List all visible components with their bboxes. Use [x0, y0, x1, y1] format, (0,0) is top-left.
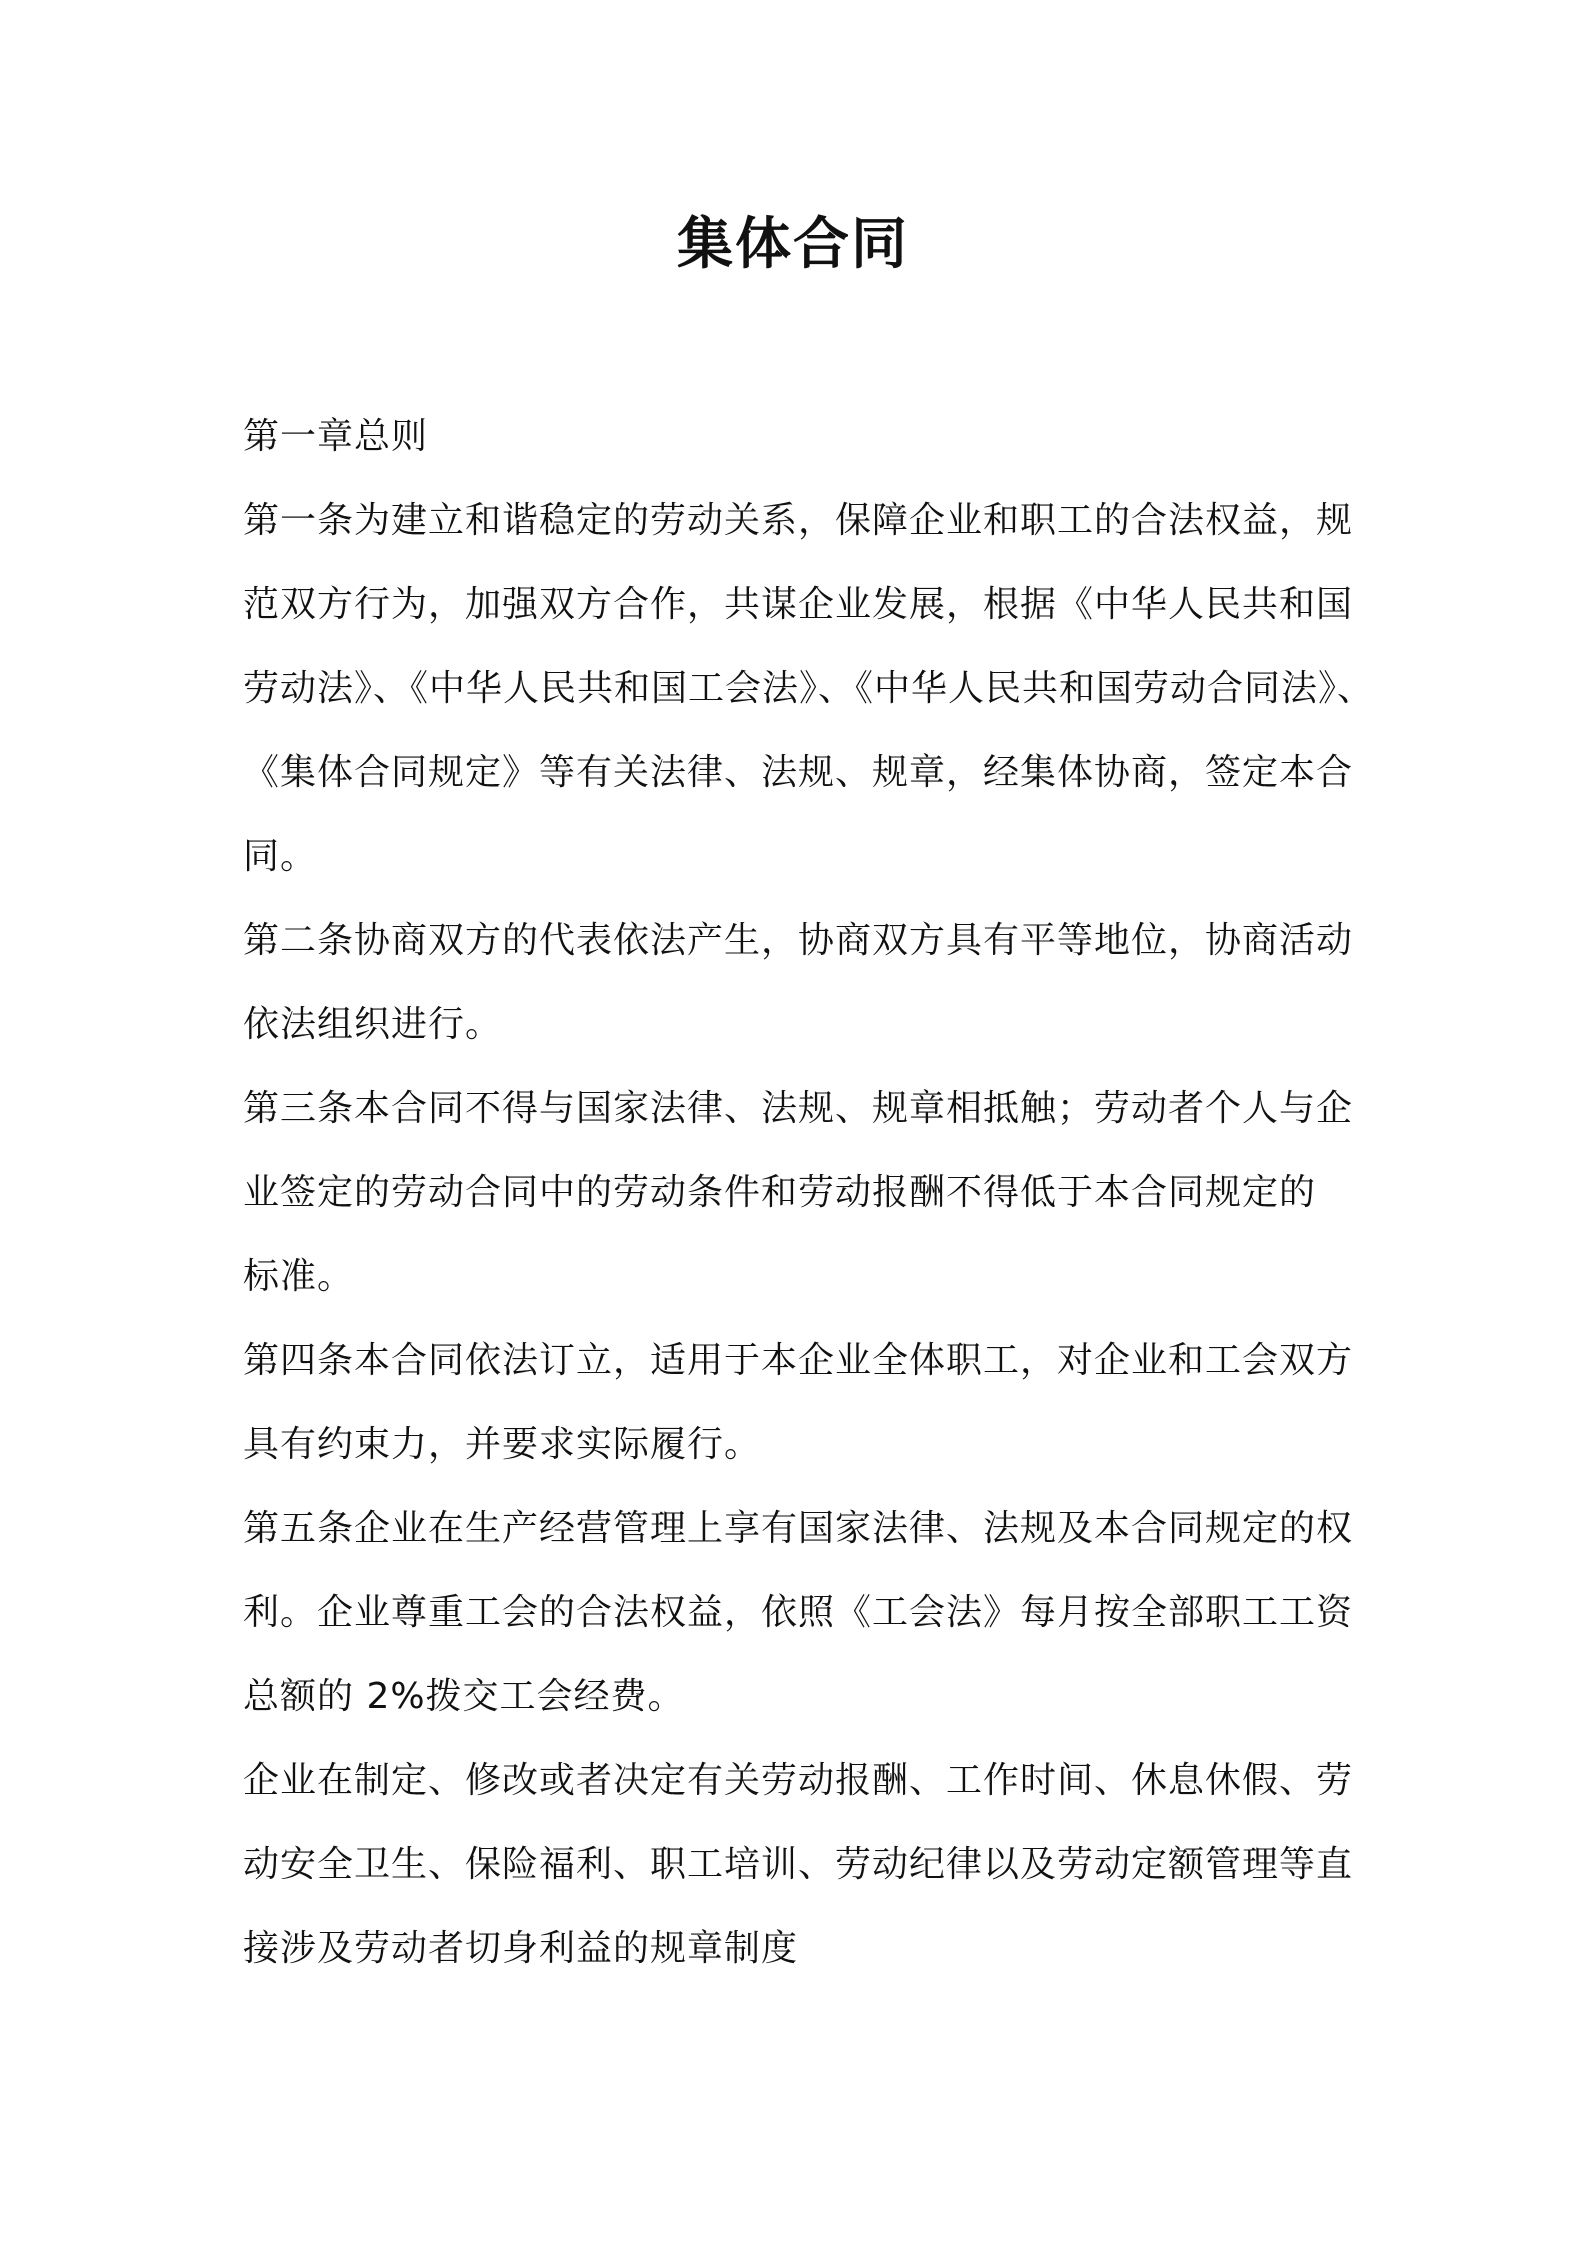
text-line: 总额的 2%拨交工会经费。 [243, 1676, 685, 1717]
article-4 [243, 1319, 1353, 1487]
text-line: 第三条本合同不得与国家法律、法规、规章相抵触；劳动者个人与企 [243, 1088, 1354, 1129]
text-line: 接涉及劳动者切身利益的规章制度 [243, 1928, 799, 1969]
text-line: 第二条协商双方的代表依法产生，协商双方具有平等地位，协商活动 [243, 920, 1354, 961]
text-line: 《集体合同规定》等有关法律、法规、规章，经集体协商，签定本合 [243, 752, 1354, 793]
text-line: 依法组织进行。 [243, 1004, 503, 1045]
text-line: 第五条企业在生产经营管理上享有国家法律、法规及本合同规定的权 [243, 1508, 1354, 1549]
text-line: 动安全卫生、保险福利、职工培训、劳动纪律以及劳动定额管理等直 [243, 1844, 1354, 1885]
text-line: 同。 [243, 836, 318, 877]
text-line: 利。企业尊重工会的合法权益，依照《工会法》每月按全部职工工资 [243, 1592, 1354, 1633]
text-line: 范双方行为，加强双方合作，共谋企业发展，根据《中华人民共和国 [243, 584, 1354, 625]
text-line: 第四条本合同依法订立，适用于本企业全体职工，对企业和工会双方 [243, 1340, 1354, 1381]
text-line: 企业在制定、修改或者决定有关劳动报酬、工作时间、休息休假、劳 [243, 1760, 1354, 1801]
article-5 [243, 1487, 1353, 1739]
article-1 [243, 479, 1375, 899]
document-body [243, 395, 1375, 1991]
text-line: 第一条为建立和谐稳定的劳动关系，保障企业和职工的合法权益，规 [243, 500, 1354, 541]
chapter-heading-text: 第一章总则 [243, 416, 429, 457]
text-line: 业签定的劳动合同中的劳动条件和劳动报酬不得低于本合同规定的 [243, 1172, 1317, 1213]
chapter-heading [243, 395, 1353, 479]
text-line: 标准。 [243, 1256, 355, 1297]
article-2 [243, 899, 1353, 1067]
article-5-continued [243, 1739, 1353, 1991]
article-3 [243, 1067, 1353, 1319]
text-line: 劳动法》、《中华人民共和国工会法》、《中华人民共和国劳动合同法》、 [243, 668, 1375, 709]
text-line: 具有约束力，并要求实际履行。 [243, 1424, 762, 1465]
document-title: 集体合同 [677, 212, 909, 277]
